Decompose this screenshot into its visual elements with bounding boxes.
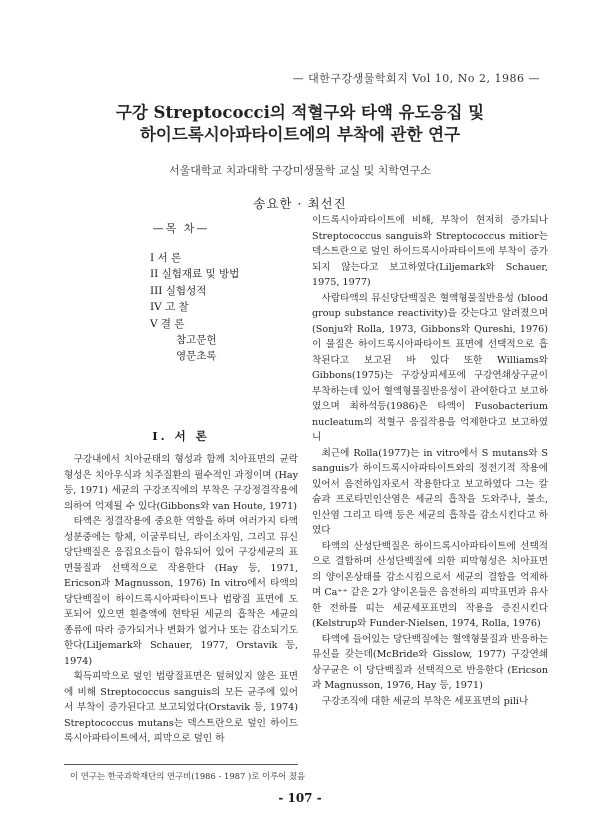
affiliation: 서울대학교 치과대학 구강미생물학 교실 및 치학연구소 <box>169 164 431 177</box>
body-paragraph: 획득피막으로 덮인 법랑질표면은 덮혀있지 않은 표면에 비해 Streptococcus sanguis의 모든 균주에 있어서 부착이 증가된다고 보고되었다(Orstavik 등, 1974) Streptococcus mutans는 덱스트란으로 덮인 하이드록시아파타이트에서, 피막으로 덮인 하 <box>64 671 298 744</box>
toc-item-introduction: I 서 론 <box>150 252 182 264</box>
body-paragraph: 구강내에서 치아균태의 형성과 함께 치아표면의 균락형성은 치아우식과 치주질환의 필수적인 과정이며 (Hay 등, 1971) 세균의 구강조직에의 부착은 구강정결작용에 의하여 억제될 수 있다(Gibbons와 van Houte, 1971) <box>64 454 298 512</box>
toc-item-materials-methods: II 실험재료 및 방법 <box>150 268 240 281</box>
footnote-divider <box>64 764 298 765</box>
body-paragraph: 이드록시아파타이트에 비해, 부착이 현저히 증가되나 Streptococcus sanguis와 Streptococcus mitior는 덱스트란으로 덮인 하이드록시아파타이트에 부착이 증가되지 않는다고 보고하였다(Liljemark와 Schauer, 1975, 1977) <box>312 215 548 288</box>
left-column <box>64 452 298 747</box>
journal-header: — 대한구강생물학회지 Vol 10, No 2, 1986 — <box>292 72 540 85</box>
toc-item-conclusion: V 결 론 <box>150 317 185 330</box>
right-column <box>312 213 548 709</box>
toc-item-discussion: IV 고 찰 <box>150 301 189 314</box>
body-paragraph: 타액에 들어있는 당단백질에는 혈액형물질과 반응하는 뮤신을 갖는데(McBride와 Gisslow, 1977) 구강연쇄상구균은 이 당단백질과 선택적으로 반응한다 (Ericson과 Magnusson, 1976, Hay 등, 1971) <box>312 633 548 691</box>
toc-item-references: 참고문헌 <box>176 334 217 347</box>
footnote: 이 연구는 한국과학재단의 연구비(1986 - 1987 )로 이루어 졌음 <box>70 771 306 781</box>
table-of-contents <box>150 250 239 365</box>
body-paragraph: 타액의 산성단백질은 하이드록시아파타이트에 선택적으로 결합하며 산성단백질에 의한 피막형성은 치아표면의 양이온상태를 감소시킴으로서 세균의 결합을 억제하며 Ca⁺⁺ 같은 2가 양이온들은 음전하의 피막표면과 유사한 전하를 띠는 세균세포표면의 작용을 증진시킨다(Kelstrup와 Funder-Nielsen, 1974, Rolla, 1976) <box>312 540 548 629</box>
paper-title-line-1: 구강 Streptococci의 적혈구와 타액 유도응집 및 <box>115 103 485 122</box>
toc-heading: —목 차— <box>152 222 210 235</box>
body-paragraph: 구강조직에 대한 세균의 부착은 세포표면의 pili나 <box>321 695 529 707</box>
body-paragraph: 사람타액의 뮤신당단백질은 혈액형물질반응성 (blood group substance reactivity)을 갖는다고 알려졌으며 (Sonju와 Rolla, 1973, Gibbons와 Qureshi, 1976) 이 물질은 하이드록시아파타이트 표면에 선택적으로 흡착된다고 보고된 바 있다 또한 Williams와 Gibbons(1975)는 구강상피세포에 구강연쇄상구균이 부착하는데 있어 혈액형물질반응성이 관여한다고 보고하였으며 최하석등(1986)은 타액이 Fusobacterium nucleatum의 적혈구 응집작용을 억제한다고 보고하였니 <box>312 292 548 443</box>
body-paragraph: 최근에 Rolla(1977)는 in vitro에서 S mutans와 S sanguis가 하이드록시아파타이트와의 정전기적 작용에 있어서 음전하입자로서 작용한다고 보고하였다 그는 칼슘과 프로타민인산염은 세균의 흡착을 도와주나, 불소, 인산염 그리고 타액 등은 세균의 흡착을 감소시킨다고 하였다 <box>312 447 548 536</box>
toc-item-english-abstract: 영문초록 <box>176 350 217 363</box>
body-paragraph: 타액은 정결작용에 중요한 역할을 하며 여러가지 타액성분중에는 항체, 이굴루티닌, 라이소자임, 그리고 뮤신당단백질은 응집요소들이 함유되어 있어 구강세균의 표면물질과 선택적으로 작용한다 (Hay 등, 1971, Ericson과 Magnusson, 1976) In vitro에서 타액의 당단백질이 하이드록시아파타이트나 법랑질 표면에 도포되어 있으면 흰층액에 현탁된 세균의 흡착은 세균의 종류에 따라 증가되거나 변화가 없거나 또는 감소되기도 한다(Liljemark와 Schauer, 1977, Orstavik 등, 1974) <box>64 516 298 667</box>
toc-item-results: III 실험성적 <box>150 284 207 297</box>
page-number: - 107 - <box>278 791 322 805</box>
section-heading-introduction: I. 서 론 <box>152 429 210 443</box>
authors: 송요한 · 최선진 <box>253 196 347 211</box>
paper-title-line-2: 하이드록시아파타이트에의 부착에 관한 연구 <box>139 125 461 144</box>
